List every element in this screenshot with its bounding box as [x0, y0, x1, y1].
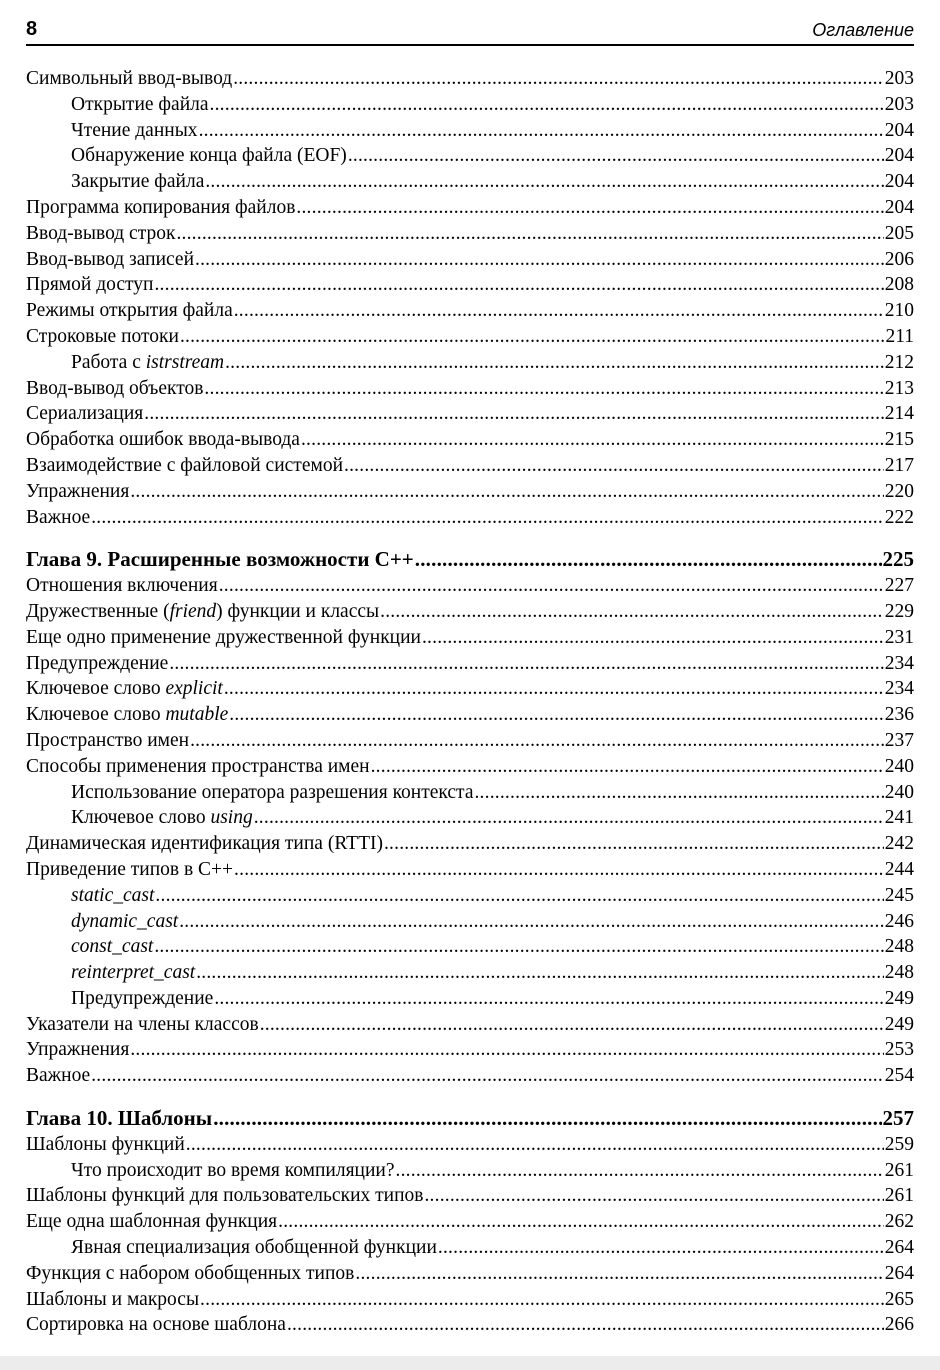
toc-page-number: 231 — [884, 626, 914, 648]
toc-entry-title — [26, 221, 175, 247]
toc-entry-title — [26, 1037, 129, 1063]
toc-entry — [26, 221, 914, 247]
toc-entry — [26, 857, 914, 883]
toc-entry — [26, 195, 914, 221]
toc-entry-title — [26, 1106, 212, 1132]
toc-page-number: 257 — [882, 1106, 914, 1131]
toc-title-part: Сериализация — [26, 403, 144, 425]
dot-leader — [176, 221, 883, 247]
toc-entry-title — [26, 1209, 277, 1235]
toc-entry — [26, 625, 914, 651]
toc-page-number: 237 — [884, 729, 914, 751]
toc-entry-title — [26, 1132, 185, 1158]
toc-title-part: Динамическая идентификация типа (RTTI) — [26, 833, 383, 855]
toc-page-number: 249 — [884, 987, 914, 1009]
toc-title-italic-part: explicit — [165, 678, 223, 700]
toc-page-number: 220 — [884, 480, 914, 502]
toc-page-number: 266 — [884, 1314, 914, 1336]
toc-entry — [26, 272, 914, 298]
section-gap — [26, 1089, 914, 1106]
dot-leader — [199, 118, 884, 144]
toc-title-italic-part: dynamic_cast — [71, 910, 179, 932]
toc-entry-title — [26, 427, 300, 453]
toc-chapter-entry — [26, 547, 914, 573]
dot-leader — [130, 1037, 883, 1063]
dot-leader — [260, 1012, 884, 1038]
dot-leader — [380, 599, 884, 625]
toc-entry — [26, 376, 914, 402]
toc-page-number: 264 — [884, 1237, 914, 1259]
dot-leader — [154, 272, 883, 298]
bottom-margin-shade — [0, 1356, 940, 1370]
toc-title-part: Дружественные ( — [26, 600, 170, 622]
dot-leader — [424, 1183, 883, 1209]
toc-entry — [26, 479, 914, 505]
toc-page-number: 245 — [884, 884, 914, 906]
toc-title-part: Пространство имен — [26, 729, 190, 751]
toc-entry — [26, 1012, 914, 1038]
dot-leader — [210, 92, 884, 118]
toc-title-part: Функция с набором обобщенных типов — [26, 1262, 355, 1284]
toc-entry-title — [26, 247, 194, 273]
toc-entry-title — [26, 1063, 90, 1089]
dot-leader — [396, 1158, 884, 1184]
toc-title-part: Строковые потоки — [26, 325, 179, 347]
toc-title-part: Сортировка на основе шаблона — [26, 1314, 286, 1336]
toc-entry-title — [71, 169, 204, 195]
toc-entry — [26, 92, 914, 118]
toc-title-part: Упражнения — [26, 1039, 130, 1061]
dot-leader — [225, 350, 884, 376]
dot-leader — [180, 324, 885, 350]
toc-page-number: 244 — [884, 858, 914, 880]
toc-page-number: 246 — [884, 910, 914, 932]
toc-page-number: 234 — [884, 678, 914, 700]
toc-title-italic-part: static_cast — [71, 884, 155, 906]
toc-entry-title — [71, 909, 178, 935]
toc-page-number: 210 — [884, 300, 914, 322]
toc-entry — [26, 676, 914, 702]
toc-entry-title — [26, 857, 233, 883]
toc-title-italic-part: reinterpret_cast — [71, 962, 196, 984]
toc-entry-title — [71, 118, 198, 144]
toc-title-part: Способы применения пространства имен — [26, 755, 370, 777]
dot-leader — [348, 143, 884, 169]
toc-entry — [26, 986, 914, 1012]
toc-entry — [26, 1287, 914, 1313]
toc-entry-title — [71, 143, 347, 169]
toc-entry — [26, 169, 914, 195]
toc-entry — [26, 909, 914, 935]
toc-entry — [26, 702, 914, 728]
toc-entry — [26, 1132, 914, 1158]
toc-entry — [26, 599, 914, 625]
toc-page-number: 234 — [884, 652, 914, 674]
toc-page-number: 264 — [884, 1262, 914, 1284]
toc-entry — [26, 427, 914, 453]
toc-entry-title — [26, 599, 379, 625]
toc-title-italic-part: friend — [169, 600, 217, 622]
toc-entry-title — [26, 573, 218, 599]
toc-page-number: 212 — [884, 351, 914, 373]
toc-title-italic-part: const_cast — [71, 936, 154, 958]
toc-entry — [26, 143, 914, 169]
toc-title-part: Шаблоны функций для пользовательских типов — [26, 1185, 424, 1207]
toc-entry — [26, 1063, 914, 1089]
toc-entry — [26, 298, 914, 324]
toc-entry — [26, 1037, 914, 1063]
toc-page-number: 217 — [884, 454, 914, 476]
dot-leader — [214, 986, 883, 1012]
toc-entry-title — [26, 453, 343, 479]
toc-page-number: 204 — [884, 171, 914, 193]
toc-title-part: Важное — [26, 506, 91, 528]
dot-leader — [344, 453, 884, 479]
dot-leader — [204, 376, 883, 402]
toc-entry — [26, 118, 914, 144]
dot-leader — [186, 1132, 884, 1158]
dot-leader — [278, 1209, 884, 1235]
toc-page-number: 204 — [884, 196, 914, 218]
toc-page-number: 236 — [884, 704, 914, 726]
dot-leader — [130, 479, 883, 505]
dot-leader — [474, 780, 883, 806]
toc-page-number: 203 — [884, 93, 914, 115]
toc-entry-title — [26, 298, 233, 324]
toc-page-number: 227 — [884, 575, 914, 597]
toc-entry-title — [71, 350, 224, 376]
toc-title-part: Ключевое слово — [26, 678, 166, 700]
toc-entry — [26, 1158, 914, 1184]
dot-leader — [154, 934, 883, 960]
dot-leader — [169, 651, 883, 677]
dot-leader — [196, 960, 884, 986]
toc-entry-title — [26, 1183, 423, 1209]
toc-entry-title — [26, 651, 168, 677]
toc-entry-title — [26, 66, 232, 92]
toc-entry — [26, 505, 914, 531]
toc-page-number: 265 — [884, 1288, 914, 1310]
toc-entry — [26, 350, 914, 376]
toc-entry-title — [71, 1158, 395, 1184]
toc-entry — [26, 247, 914, 273]
toc-entry — [26, 780, 914, 806]
dot-leader — [155, 883, 883, 909]
toc-title-part: Еще одна шаблонная функция — [26, 1211, 278, 1233]
toc-page-number: 205 — [884, 222, 914, 244]
toc-title-part: Ввод-вывод записей — [26, 248, 195, 270]
running-header — [26, 14, 914, 46]
toc-entry-title — [26, 401, 143, 427]
toc-page-number: 249 — [884, 1013, 914, 1035]
toc-entry — [26, 960, 914, 986]
toc-entry — [26, 651, 914, 677]
dot-leader — [229, 702, 883, 728]
dot-leader — [200, 1287, 884, 1313]
toc-entry-title — [26, 272, 153, 298]
dot-leader — [219, 573, 884, 599]
dot-leader — [254, 805, 884, 831]
toc-entry-title — [71, 1235, 437, 1261]
toc-title-part: Глава 9. Расширенные возможности С++ — [26, 547, 414, 572]
toc-entry — [26, 728, 914, 754]
toc-entry-title — [26, 625, 421, 651]
dot-leader — [415, 547, 882, 573]
toc-entry-title — [26, 376, 203, 402]
toc-entry-title — [26, 324, 179, 350]
toc-title-part: Ключевое слово — [71, 807, 211, 829]
toc-page-number: 213 — [884, 377, 914, 399]
dot-leader — [384, 831, 884, 857]
dot-leader — [234, 857, 884, 883]
toc-page-number: 229 — [884, 600, 914, 622]
toc-page-number: 248 — [884, 936, 914, 958]
toc-entry — [26, 324, 914, 350]
toc-entry-title — [71, 934, 153, 960]
toc-title-part: Приведение типов в С++ — [26, 858, 234, 880]
dot-leader — [301, 427, 884, 453]
toc-title-italic-part: istrstream — [145, 351, 225, 373]
toc-title-part: Предупреждение — [26, 652, 169, 674]
dot-leader — [233, 66, 884, 92]
toc-entry — [26, 1209, 914, 1235]
toc-title-part: Открытие файла — [71, 93, 209, 115]
dot-leader — [287, 1312, 884, 1338]
toc-title-part: Закрытие файла — [71, 171, 205, 193]
toc-title-part: Взаимодействие с файловой системой — [26, 454, 344, 476]
section-gap — [26, 530, 914, 547]
toc-entry — [26, 1235, 914, 1261]
toc-page-number: 204 — [884, 119, 914, 141]
dot-leader — [213, 1106, 881, 1132]
toc-entry-title — [26, 728, 189, 754]
toc-title-part: Обработка ошибок ввода-вывода — [26, 429, 300, 451]
toc-title-part: Обнаружение конца файла (EOF) — [71, 145, 347, 167]
toc-entry-title — [71, 805, 253, 831]
dot-leader — [296, 195, 883, 221]
dot-leader — [205, 169, 883, 195]
dot-leader — [144, 401, 883, 427]
toc-title-part: Шаблоны и макросы — [26, 1288, 200, 1310]
toc-entry — [26, 934, 914, 960]
toc-title-part: Важное — [26, 1065, 91, 1087]
toc-title-part: Прямой доступ — [26, 274, 154, 296]
toc-entry — [26, 1261, 914, 1287]
toc-entry-title — [26, 1287, 199, 1313]
toc-page-number: 204 — [884, 145, 914, 167]
toc-title-part: Указатели на члены классов — [26, 1013, 259, 1035]
dot-leader — [91, 1063, 884, 1089]
toc-title-italic-part: using — [210, 807, 253, 829]
toc-entry-title — [26, 195, 295, 221]
toc-page-number: 208 — [884, 274, 914, 296]
dot-leader — [371, 754, 884, 780]
toc-page-number: 225 — [882, 547, 914, 572]
dot-leader — [91, 505, 884, 531]
toc-page-number: 203 — [884, 68, 914, 89]
toc-title-part: Еще одно применение дружественной функции — [26, 626, 421, 648]
dot-leader — [179, 909, 884, 935]
toc-page-number: 262 — [884, 1211, 914, 1233]
toc-page-number: 211 — [885, 325, 914, 347]
toc-entry-title — [26, 505, 90, 531]
dot-leader — [224, 676, 884, 702]
page-number: 8 — [26, 18, 38, 40]
toc-title-part: Предупреждение — [71, 987, 214, 1009]
toc-entry-title — [26, 831, 383, 857]
toc-title-part: Чтение данных — [71, 119, 198, 141]
toc-title-italic-part: mutable — [165, 704, 229, 726]
toc-page-number: 214 — [884, 403, 914, 425]
toc-entry-title — [71, 986, 213, 1012]
toc-page-number: 254 — [884, 1065, 914, 1087]
toc-entry-title — [26, 1012, 259, 1038]
dot-leader — [438, 1235, 884, 1261]
toc-entry — [26, 573, 914, 599]
toc-title-part: Символьный ввод-вывод — [26, 68, 233, 89]
toc-title-part: Ключевое слово — [26, 704, 166, 726]
toc-entry-title — [26, 547, 414, 573]
running-title: Оглавление — [812, 20, 914, 40]
toc-entry-title — [71, 960, 195, 986]
toc-entry — [26, 1312, 914, 1338]
toc-page-number: 206 — [884, 248, 914, 270]
toc-page-number: 261 — [884, 1185, 914, 1207]
toc-title-part: ) функции и классы — [216, 600, 380, 622]
toc-entry — [26, 831, 914, 857]
toc-page-number: 240 — [884, 781, 914, 803]
dot-leader — [355, 1261, 883, 1287]
toc-entry — [26, 883, 914, 909]
toc-page-number: 240 — [884, 755, 914, 777]
toc-page-number: 222 — [884, 506, 914, 528]
toc-page-number: 215 — [884, 429, 914, 451]
toc-entry-title — [26, 479, 129, 505]
toc-entry-title — [71, 780, 473, 806]
dot-leader — [195, 247, 884, 273]
toc-title-part: Использование оператора разрешения контекста — [71, 781, 474, 803]
table-of-contents — [26, 66, 914, 1338]
toc-chapter-entry — [26, 1106, 914, 1132]
toc-title-part: Шаблоны функций — [26, 1133, 185, 1155]
toc-title-part: Режимы открытия файла — [26, 300, 233, 322]
toc-entry — [26, 66, 914, 92]
toc-title-part: Программа копирования файлов — [26, 196, 296, 218]
toc-title-part: Ввод-вывод объектов — [26, 377, 204, 399]
toc-page-number: 241 — [884, 807, 914, 829]
toc-entry-title — [26, 1261, 354, 1287]
dot-leader — [190, 728, 884, 754]
toc-title-part: Глава 10. Шаблоны — [26, 1106, 213, 1131]
toc-page-number: 259 — [884, 1133, 914, 1155]
toc-title-part: Что происходит во время компиляции? — [71, 1159, 395, 1181]
toc-entry — [26, 1183, 914, 1209]
toc-entry-title — [71, 92, 209, 118]
toc-entry-title — [26, 702, 228, 728]
dot-leader — [422, 625, 884, 651]
toc-entry-title — [71, 883, 154, 909]
toc-entry-title — [26, 676, 223, 702]
toc-title-part: Явная специализация обобщенной функции — [71, 1237, 437, 1259]
toc-entry — [26, 401, 914, 427]
toc-title-part: Ввод-вывод строк — [26, 222, 176, 244]
toc-entry — [26, 453, 914, 479]
dot-leader — [234, 298, 884, 324]
toc-entry — [26, 754, 914, 780]
toc-title-part: Работа с — [71, 351, 146, 373]
toc-title-part: Отношения включения — [26, 575, 218, 597]
toc-entry — [26, 805, 914, 831]
toc-page-number: 248 — [884, 962, 914, 984]
toc-page-number: 242 — [884, 833, 914, 855]
toc-title-part: Упражнения — [26, 480, 130, 502]
toc-entry-title — [26, 754, 370, 780]
toc-entry-title — [26, 1312, 286, 1338]
toc-page-number: 261 — [884, 1159, 914, 1181]
toc-page-number: 253 — [884, 1039, 914, 1061]
